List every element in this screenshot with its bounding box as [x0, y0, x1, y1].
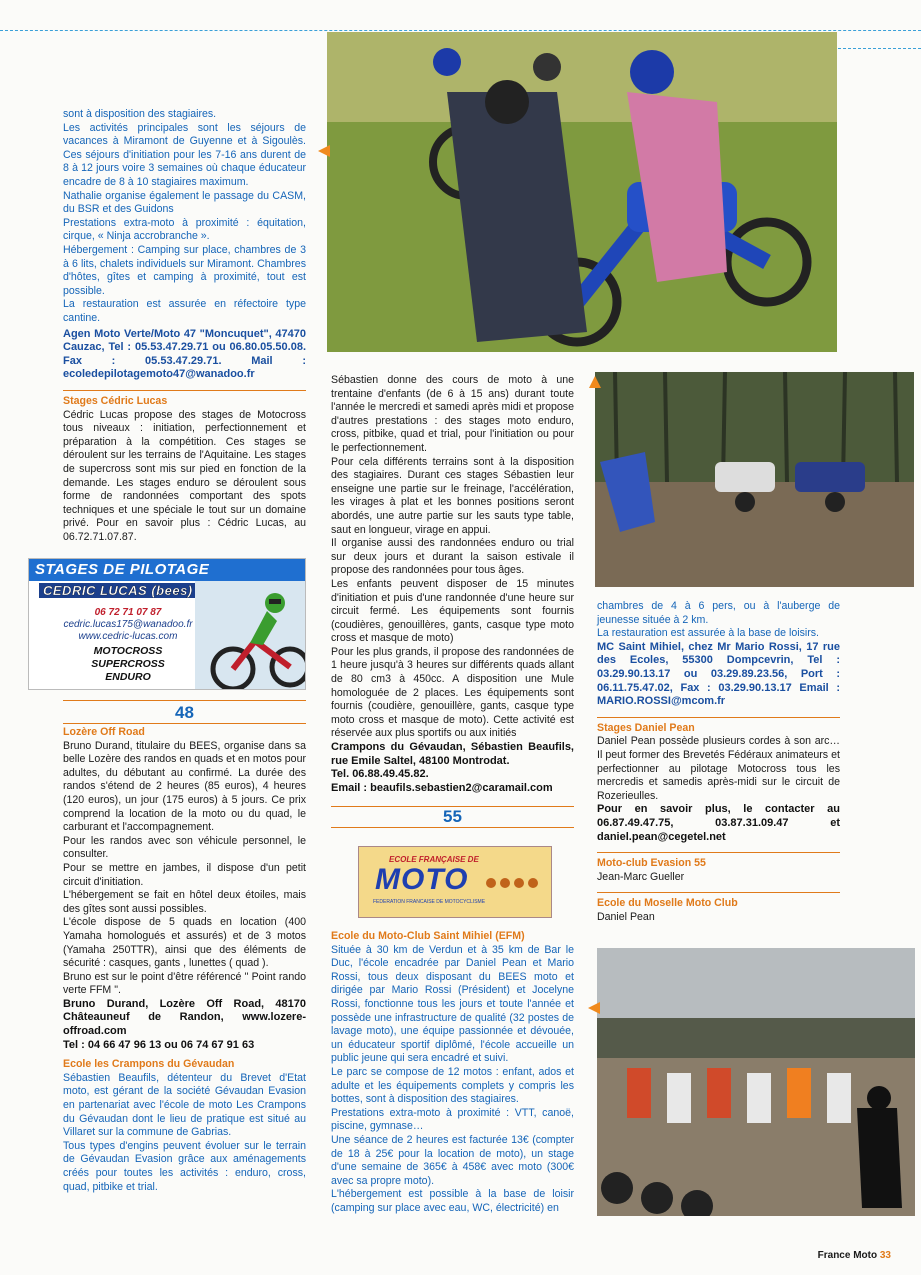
efm-p3: Prestations extra-moto à proximité : VTT, canoë, piscine, gymnase…	[331, 1106, 574, 1133]
magazine-name: France Moto	[817, 1250, 878, 1261]
crampons-contact: Crampons du Gévaudan, Sébastien Beaufils, rue Emile Saltel, 48100 Montrodat.	[331, 741, 574, 767]
separator	[331, 806, 574, 807]
cedric-lucas-ad	[28, 558, 306, 690]
pean-contact: Pour en savoir plus, le contacter au 06.87.49.47.75, 03.87.31.09.47 et daniel.pean@cegetel.net	[597, 803, 840, 843]
ad-phone: 06 72 71 07 87	[94, 607, 162, 618]
pean-heading: Stages Daniel Pean	[597, 721, 695, 734]
dept-48: 48	[175, 703, 194, 722]
lucas-text: Cédric Lucas propose des stages de Motocross tous niveaux : initiation, perfectionnement et préparation à la compétition. Ces stages se déroulent sur les terrains de l'Aquitaine. Les stages de supercross sont mis sur pied en fonction de la demande. Les stages enduro se déroulent sous forme de randonnées comportant des spots techniques et une spéciale le tout sur un domaine privé. Pour en savoir plus : Cédric Lucas, au 06.72.71.07.87.	[63, 408, 306, 543]
col2-p2: Pour cela différents terrains sont à la disposition des stagiaires. Durant ces stages Sébastien leur enseigne une partie sur le freinage, l'accélération, les virages à plat et les bonnes positions seront abordés, une autre partie sur les sauts type table, saut en longueur, virage en appui.	[331, 455, 574, 536]
crampons-p2: Tous types d'engins peuvent évoluer sur le terrain de Gévaudan Evasion grâce aux aménagements créés pour toutes les activités : enduro, cross, quad, pitbike et trial.	[63, 1139, 306, 1193]
evasion-text: Jean-Marc Gueller	[597, 870, 685, 883]
riders-start-photo	[597, 948, 915, 1216]
column-2-dept55	[331, 806, 574, 828]
lozere-p2: Pour les randos avec son véhicule personnel, le consulter.	[63, 834, 306, 861]
lozere-contact: Bruno Durand, Lozère Off Road, 48170 Châteauneuf de Randon, www.lozere-offroad.com	[63, 997, 306, 1038]
logo-figures-icon	[485, 873, 545, 893]
ad-email: cedric.lucas175@wanadoo.fr	[63, 619, 193, 630]
column-1-lozere	[63, 700, 306, 1194]
separator	[63, 723, 306, 724]
column-1-lucas	[63, 384, 306, 545]
kids-motocross-photo	[327, 32, 837, 352]
efm-p5: L'hébergement est possible à la base de loisir (camping sur place avec eau, WC, électricité) en	[331, 1188, 574, 1214]
col1-p2: Les activités principales sont les séjours de vacances à Miramont de Guyenne et à Sigoulès. Ces séjours d'initiation pour les 7-16 ans durent de 8 à 12 jours voire 3 semaines où chaque éducateur encadre de 8 à 10 stagiaires maximum.	[63, 121, 306, 188]
separator	[63, 700, 306, 701]
ad-supercross: SUPERCROSS	[91, 658, 165, 670]
col1-p6: La restauration est assurée en réfectoire type cantine.	[63, 298, 306, 324]
col1-p1: sont à disposition des stagiaires.	[63, 108, 217, 120]
moselle-text: Daniel Pean	[597, 910, 655, 923]
top-dashed-rule-right	[838, 48, 921, 49]
moselle-heading: Ecole du Moselle Moto Club	[597, 897, 738, 910]
separator	[597, 852, 840, 853]
lucas-heading: Stages Cédric Lucas	[63, 395, 168, 407]
photo-arrow	[588, 1002, 600, 1014]
agen-contact: Agen Moto Verte/Moto 47 "Moncuquet", 47470 Cauzac, Tel : 05.53.47.29.71 ou 06.80.05.50.08. Fax : 05.53.47.29.71. Mail : ecoledepilotagemoto47@wanadoo.fr	[63, 327, 306, 381]
ad-web: www.cedric-lucas.com	[78, 631, 178, 642]
evasion-heading: Moto-club Evasion 55	[597, 857, 706, 870]
column-2-efm	[331, 930, 574, 1215]
ad-motocross: MOTOCROSS	[93, 645, 163, 657]
lozere-p6: Bruno est sur le point d'être référencé " Point rando verte FFM ".	[63, 970, 306, 997]
dept-55: 55	[443, 807, 462, 826]
top-dashed-rule	[0, 30, 921, 31]
page-number: 33	[879, 1250, 891, 1261]
ad-title: STAGES DE PILOTAGE	[35, 561, 210, 578]
col1-p4: Prestations extra-moto à proximité : équitation, cirque, « Ninja accrobranche ».	[63, 216, 306, 243]
efm-p1: Située à 30 km de Verdun et à 35 km de Bar le Duc, l'école encadrée par Daniel Pean et Mario Rossi, tous deux disposant du BEES moto et dirigée par Mario Rossi (Président) et Jocelyne Rossi, fonctionne tous les jours et toute l'année et possède une infrastructure de qualité (32 postes de lavage moto), une équipe passionnée et dévouée, un éducateur sportif diplômé, l'école accueille un public jeune qui sera encadré et suivi.	[331, 943, 574, 1065]
col2-p5: Pour les plus grands, il propose des randonnées de 1 heure jusqu'à 3 heures sur différents quads allant de 80 cm3 à 450cc. A disposition une Mule homologuée de 2 places. Les équipements sont fournis (coudière, genouillère, gants, casque type moto cross et masque de moto). Cette activité est réservée aux plus sportifs ou aux initiés	[331, 645, 574, 740]
lozere-p4: L'hébergement se fait en hôtel deux étoiles, mais des gîtes sont aussi possibles.	[63, 889, 306, 915]
efm-p4: Une séance de 2 heures est facturée 13€ (compter de 18 à 25€ pour la location de moto), un stage d'une semaine de 365€ à 458€ avec moto (300€ avec sa propre moto).	[331, 1133, 574, 1187]
column-2-top	[331, 374, 574, 795]
crampons-email: Email : beaufils.sebastien2@caramail.com	[331, 781, 553, 794]
separator	[331, 827, 574, 828]
col1-p5: Hébergement : Camping sur place, chambres de 3 à 6 lits, chalets individuels sur Miramont. Chambres d'hôtes, gîtes et camping à proximité, tout est possible.	[63, 243, 306, 297]
crampons-heading: Ecole les Crampons du Gévaudan	[63, 1058, 235, 1071]
separator	[63, 390, 306, 391]
col3-p1: chambres de 4 à 6 pers, ou à l'auberge de jeunesse située à 2 km.	[597, 600, 840, 626]
lozere-heading: Lozère Off Road	[63, 726, 145, 738]
crampons-tel: Tel. 06.88.49.45.82.	[331, 768, 429, 781]
efm-logo	[358, 846, 552, 918]
ad-enduro: ENDURO	[105, 671, 151, 683]
col2-p1: Sébastien donne des cours de moto à une trentaine d'enfants (de 6 à 15 ans) durant toute l'année le mercredi et samedi après midi et propose d'autres prestations : des stages moto enduro, cross, pitbike, quad et trial, pour l'initiation ou pour le perfectionnement.	[331, 374, 574, 454]
col2-p4: Les enfants peuvent disposer de 15 minutes d'initiation et puis d'une randonnée d'une heure sur circuit fermé. Les équipements sont fournis (coudières, genouillères, gants, casque type moto cross et masque de moto)	[331, 577, 574, 645]
separator	[597, 892, 840, 893]
column-3-top	[597, 600, 840, 924]
col3-p2: La restauration est assurée à la base de loisirs.	[597, 627, 820, 640]
ad-name: CEDRIC LUCAS (bees)	[39, 583, 197, 598]
col2-p3: Il organise aussi des randonnées enduro ou trial sur deux jours et durant la saison estivale il propose des randonnées pour tous âges.	[331, 537, 574, 577]
photo-arrow	[589, 376, 601, 388]
logo-top-text: ECOLE FRANÇAISE DE	[389, 855, 479, 864]
lozere-p5: L'école dispose de 5 quads en location (400 Yamaha homologués et assurés) et de 3 motos (Yamaha 250TTR), ainsi que des éléments de sécurité : casques, gants , lunettes ( quad ).	[63, 916, 306, 970]
photo-arrow	[318, 145, 330, 157]
ad-rider-image	[195, 581, 305, 689]
forest-track-photo	[595, 372, 914, 587]
pean-text: Daniel Pean possède plusieurs cordes à son arc… Il peut former des Brevetés Fédéraux animateurs et perfectionner au pilotage Motocross tous les mercredis et samedis après-midi sur le circuit de Rozerieulles.	[597, 735, 840, 802]
col1-p3: Nathalie organise également le passage du CASM, du BSR et des Guidons	[63, 189, 306, 216]
lozere-tel: Tel : 04 66 47 96 13 ou 06 74 67 91 63	[63, 1038, 255, 1051]
logo-moto-text: MOTO	[375, 863, 469, 896]
lozere-p3: Pour se mettre en jambes, il dispose d'un petit circuit d'initiation.	[63, 861, 306, 888]
crampons-p1: Sébastien Beaufils, détenteur du Brevet d'Etat moto, est gérant de la société Gévaudan Evasion en partenariat avec l'école de moto Les Crampons du Gévaudan dont le lieu de pratique est situé au Villaret sur la commune de Gabrias.	[63, 1071, 306, 1139]
efm-p2: Le parc se compose de 12 motos : enfant, ados et adulte et les équipements complets y compris les bottes, sont à disposition des stagiaires.	[331, 1065, 574, 1106]
mc-saint-mihiel-contact: MC Saint Mihiel, chez Mr Mario Rossi, 17 rue des Ecoles, 55300 Dompcevrin, Tel : 03.29.90.13.17 ou 03.29.89.23.56, Port : 06.11.75.47.02, Fax : 03.29.90.13.17 Email : MARIO.ROSSI@mcom.fr	[597, 640, 840, 708]
efm-heading: Ecole du Moto-Club Saint Mihiel (EFM)	[331, 930, 525, 942]
logo-federation-text: FEDERATION FRANCAISE DE MOTOCYCLISME	[373, 899, 486, 905]
lozere-p1: Bruno Durand, titulaire du BEES, organise dans sa belle Lozère des randos en quads et en motos pour adultes, du débutant au confirmé. La durée des randos s'étend de 2 heures (85 euros), 4 heures (120 euros), un jour (175 euros) à 5 jours. Ce prix comprend la location de la moto ou du quad, le carburant et l'accompagnement.	[63, 739, 306, 834]
page-footer	[818, 1250, 891, 1261]
column-1-top	[63, 108, 306, 382]
separator	[597, 717, 840, 718]
